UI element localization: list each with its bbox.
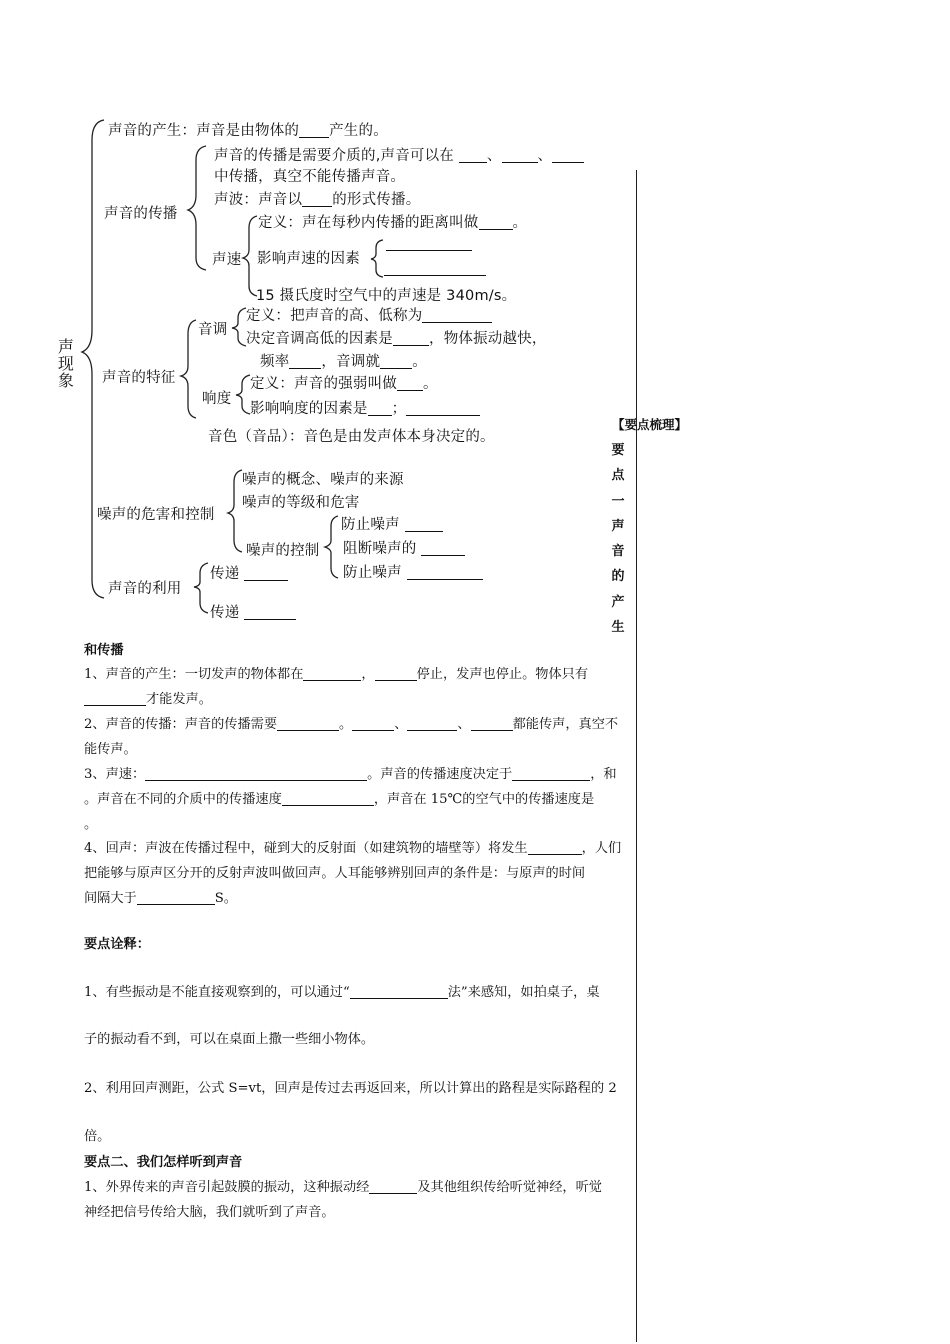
loudness-brace <box>236 375 250 414</box>
section1-p1-line2: 才能发声。 <box>84 688 212 707</box>
sidebar-vertical-heading: 要 点 一 声 音 的 产 生 <box>611 443 625 636</box>
noise-label: 噪声的危害和控制 <box>97 507 215 523</box>
speed-factor-blank-1 <box>386 250 472 251</box>
frequency-blank <box>289 354 321 370</box>
wave-blank <box>302 192 332 208</box>
noise-control-brace <box>325 516 338 578</box>
medium-blank-c <box>471 717 513 731</box>
speed-different-blank <box>282 792 374 806</box>
loudness-definition: 定义：声音的强弱叫做 。 <box>250 376 438 392</box>
speed-factors-label: 影响声速的因素 <box>257 251 360 267</box>
medium-need-blank <box>277 717 339 731</box>
production-text-a: 声音是由物体的 <box>196 123 300 139</box>
use-2: 传递 <box>210 601 296 622</box>
propagation-label: 声音的传播 <box>104 206 178 222</box>
noise-control-label: 噪声的控制 <box>246 543 320 559</box>
mindmap-root: 声 现 象 <box>57 337 75 390</box>
medium-blank-1 <box>459 148 487 164</box>
uses-label: 声音的利用 <box>108 581 182 597</box>
use-blank-1 <box>244 566 288 582</box>
section2-p1-line2: 神经把信号传给大脑，我们就听到了声音。 <box>84 1205 335 1220</box>
loudness-def-blank <box>397 376 423 392</box>
noise-control-1: 防止噪声 <box>341 513 443 534</box>
loudness-factor: 影响响度的因素是 ； <box>250 397 480 418</box>
timbre-line: 音色（音品）：音色是由发声体本身决定的。 <box>208 429 495 445</box>
section2-heading: 要点二、我们怎样听到声音 <box>84 1155 243 1170</box>
factor-brace <box>371 240 383 277</box>
noise-control-blank-2 <box>421 541 465 557</box>
use-blank-2 <box>244 605 296 621</box>
propagation-line1: 声音的传播是需要介质的,声音可以在 、 、 <box>214 144 584 165</box>
ossicles-blank <box>369 1180 417 1194</box>
section1-p2-line1: 2、声音的传播：声音的传播需要 。 、 、 都能传声，真空不 <box>84 717 619 732</box>
section1-p3-line2: 。声音在不同的介质中的传播速度 ，声音在 15℃的空气中的传播速度是 <box>84 792 595 807</box>
characteristics-label: 声音的特征 <box>102 370 176 386</box>
medium-blank-b <box>407 717 457 731</box>
section1-p3-line1: 3、声速： 。声音的传播速度决定于 ，和 <box>84 767 617 782</box>
section1-p2-line2: 能传声。 <box>84 742 137 757</box>
echo-interval-blank <box>137 891 215 905</box>
noise-control-blank-1 <box>405 517 443 533</box>
pitch-frequency: 频率 ，音调就 。 <box>260 354 427 370</box>
pitch-factor: 决定音调高低的因素是 ，物体振动越快， <box>246 331 547 347</box>
method-blank <box>350 985 448 999</box>
loudness-factor-blank-2 <box>406 401 480 417</box>
characteristics-brace <box>181 320 196 418</box>
production-label: 声音的产生： <box>108 123 197 139</box>
propagation-brace <box>188 146 206 270</box>
notes-n1-line2: 子的振动看不到，可以在桌面上撒一些细小物体。 <box>84 1032 375 1047</box>
production-node <box>108 119 388 140</box>
medium-blank-a <box>352 717 394 731</box>
section1-p4-line3: 间隔大于 S。 <box>84 891 237 906</box>
loudness-factor-blank-1 <box>368 401 392 417</box>
pitch-definition: 定义：把声音的高、低称为 <box>246 304 492 325</box>
notes-n2-line2: 倍。 <box>84 1129 111 1144</box>
medium-blank-3 <box>552 148 584 164</box>
sidebar-title: 【要点梳理】 <box>612 417 688 432</box>
speed-fact: 15 摄氏度时空气中的声速是 340m/s。 <box>256 288 517 304</box>
speed-depends-blank <box>512 767 590 781</box>
section1-p4-line2: 把能够与原声区分开的反射声波叫做回声。人耳能够辨别回声的条件是：与原声的时间 <box>84 866 586 881</box>
section1-p3-line3: 。 <box>84 817 98 832</box>
sound-wave-line: 声波：声音以 的形式传播。 <box>214 192 421 208</box>
reflection-blank <box>528 841 582 855</box>
vibrate-blank <box>84 692 146 706</box>
speed-brace <box>243 216 257 296</box>
speed-def-text-blank <box>145 767 367 781</box>
pitch-def-blank <box>422 308 492 324</box>
notes-n2-line1: 2、利用回声测距，公式 S=vt，回声是传过去再返回来，所以计算出的路程是实际路程的 2 <box>84 1081 617 1096</box>
speed-def-blank <box>479 215 513 231</box>
pitch-result-blank <box>380 354 412 370</box>
propagation-line2: 中传播，真空不能传播声音。 <box>214 169 406 185</box>
use-1: 传递 <box>210 562 288 583</box>
speed-definition: 定义：声在每秒内传播的距离叫做 。 <box>258 215 528 231</box>
root-brace <box>82 120 104 598</box>
noise-item-1: 噪声的概念、噪声的来源 <box>242 472 404 488</box>
noise-control-3: 防止噪声 <box>343 561 483 582</box>
noise-brace <box>228 470 242 552</box>
noise-control-blank-3 <box>407 565 483 581</box>
pitch-label: 音调 <box>198 322 228 338</box>
pitch-factor-blank <box>393 331 429 347</box>
section1-p4-line1: 4、回声：声波在传播过程中，碰到大的反射面（如建筑物的墙壁等）将发生 ，人们 <box>84 841 622 856</box>
speed-label: 声速 <box>212 252 242 268</box>
noise-control-2: 阻断噪声的 <box>343 537 465 558</box>
production-text-b: 产生的。 <box>329 123 388 139</box>
loudness-label: 响度 <box>202 391 232 407</box>
section2-p1-line1: 1、外界传来的声音引起鼓膜的振动，这种振动经 及其他组织传给听觉神经，听觉 <box>84 1180 602 1195</box>
notes-heading: 要点诠释： <box>84 937 150 952</box>
speed-factor-blank-2 <box>384 275 486 276</box>
section1-heading-continued: 和传播 <box>84 643 124 658</box>
noise-item-2: 噪声的等级和危害 <box>242 495 360 511</box>
notes-n1-line1: 1、有些振动是不能直接观察到的，可以通过“ 法”来感知，如拍桌子，桌 <box>84 985 600 1000</box>
vibrating-blank <box>303 667 361 681</box>
pitch-brace <box>232 308 246 346</box>
sidebar-divider <box>636 170 637 1342</box>
uses-brace <box>194 563 208 613</box>
medium-blank-2 <box>502 148 538 164</box>
section1-p1-line1: 1、声音的产生：一切发声的物体都在 ， 停止，发声也停止。物体只有 <box>84 667 589 682</box>
production-blank <box>299 123 329 139</box>
stop-blank <box>375 667 417 681</box>
